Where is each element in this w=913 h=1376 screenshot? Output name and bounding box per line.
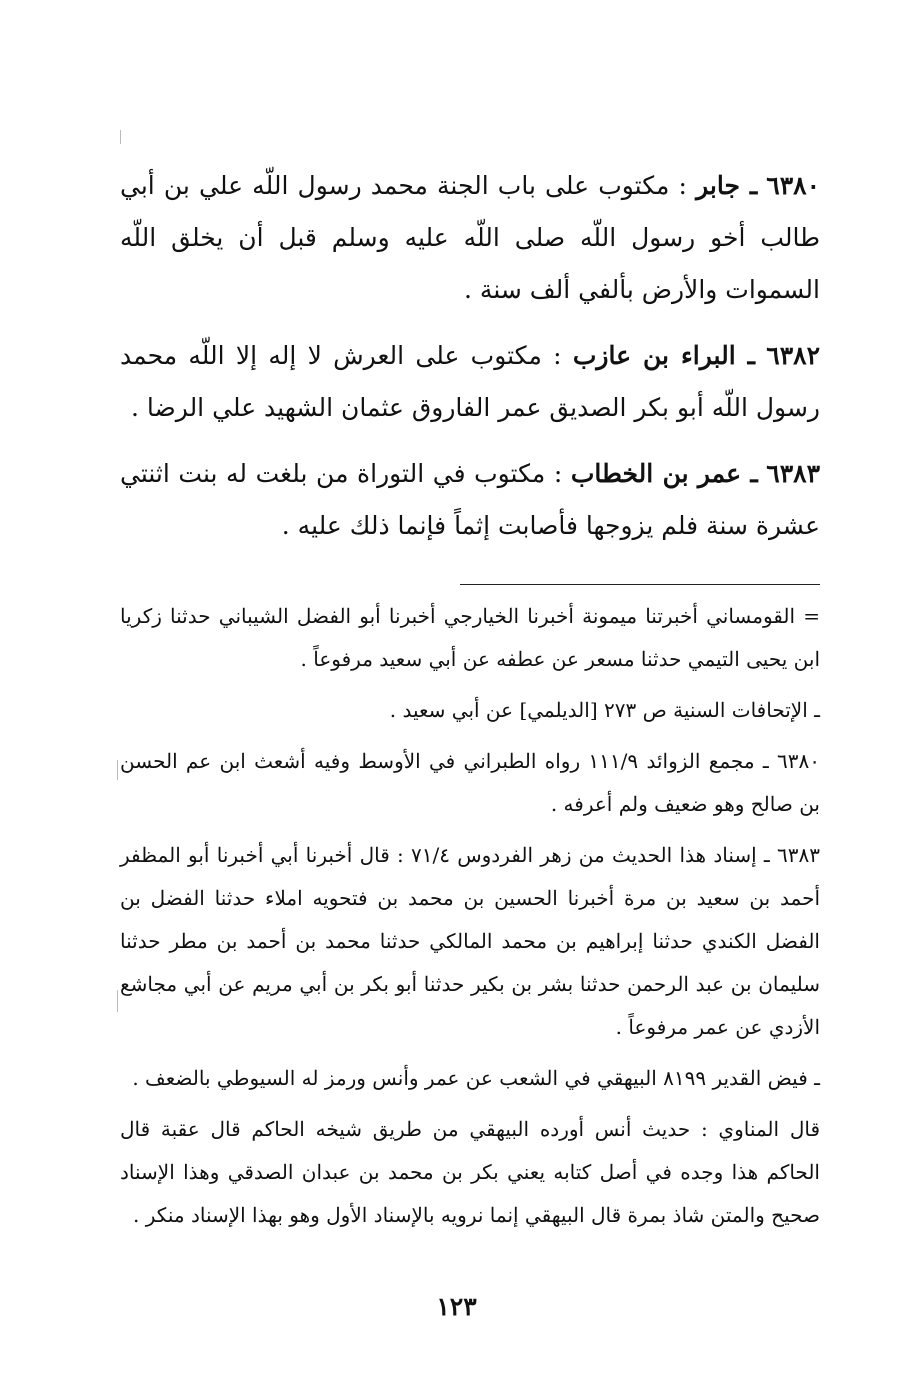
hadith-text: : مكتوب على العرش لا إله إلا اللّه محمد رسول اللّه أبو بكر الصديق عمر الفاروق عثمان الشهيد علي الرضا . [120, 341, 820, 422]
hadith-number: ٦٣٨٠ [766, 171, 820, 200]
margin-mark [120, 130, 121, 144]
footnote: ٦٣٨٣ ـ إسناد هذا الحديث من زهر الفردوس ٧١/٤ : قال أخبرنا أبي أخبرنا أبو المظفر أحمد بن سعيد بن مرة أخبرنا الحسين بن محمد بن فتحويه املاء حدثنا الفضل بن الفضل الكندي حدثنا إبراهيم بن محمد المالكي حدثنا محمد بن أحمد بن مطر حدثنا سليمان بن عبد الرحمن حدثنا بشر بن بكير حدثنا أبو بكر بن أبي مريم عن أبي مجاشع الأزدي عن عمر مرفوعاً . [120, 843, 820, 1039]
footnotes [120, 595, 820, 1237]
margin-mark [117, 760, 118, 780]
narrator-name: جابر [696, 171, 740, 200]
narrator-name: البراء بن عازب [572, 341, 736, 370]
main-text [120, 160, 820, 552]
hadith-number: ٦٣٨٣ [766, 459, 821, 488]
footnote: قال المناوي : حديث أنس أورده البيهقي من طريق شيخه الحاكم قال عقبة قال الحاكم هذا وجده في أصل كتابه يعني بكر بن محمد بن عبدان الصدقي وهذا الإسناد صحيح والمتن شاذ بمرة قال البيهقي إنما نرويه بالإسناد الأول وهو بهذا الإسناد منكر . [120, 1117, 820, 1227]
hadith-text: : مكتوب في التوراة من بلغت له بنت اثنتي عشرة سنة فلم يزوجها فأصابت إثماً فإنما ذلك عليه . [120, 459, 820, 540]
page-number: ١٢٣ [436, 1292, 477, 1321]
narrator-name: عمر بن الخطاب [570, 459, 742, 488]
footnote-separator-wrap [120, 566, 820, 595]
hadith-entry: ٦٣٨٢ ـ البراء بن عازب : مكتوب على العرش لا إله إلا اللّه محمد رسول اللّه أبو بكر الصديق عمر الفاروق عثمان الشهيد علي الرضا . [120, 341, 820, 422]
page-body [120, 160, 820, 1245]
footnote: ـ فيض القدير ٨١٩٩ البيهقي في الشعب عن عمر وأنس ورمز له السيوطي بالضعف . [132, 1066, 820, 1090]
footnote-separator [460, 584, 820, 585]
hadith-entry: ٦٣٨٠ ـ جابر : مكتوب على باب الجنة محمد رسول اللّه علي بن أبي طالب أخو رسول اللّه صلى اللّه عليه وسلم قبل أن يخلق اللّه السموات والأرض بألفي ألف سنة . [120, 171, 820, 304]
footnote: = القومساني أخبرتنا ميمونة أخبرنا الخيارجي أخبرنا أبو الفضل الشيباني حدثنا زكريا ابن يحيى التيمي حدثنا مسعر عن عطفه عن أبي سعيد مرفوعاً . [120, 604, 820, 671]
hadith-entry: ٦٣٨٣ ـ عمر بن الخطاب : مكتوب في التوراة من بلغت له بنت اثنتي عشرة سنة فلم يزوجها فأصابت إثماً فإنما ذلك عليه . [120, 459, 821, 540]
hadith-text: : مكتوب على باب الجنة محمد رسول اللّه علي بن أبي طالب أخو رسول اللّه صلى اللّه عليه وسلم قبل أن يخلق اللّه السموات والأرض بألفي ألف سنة . [120, 171, 820, 304]
hadith-number: ٦٣٨٢ [766, 341, 820, 370]
footnote: ـ الإتحافات السنية ص ٢٧٣ [الديلمي] عن أبي سعيد . [389, 698, 820, 722]
margin-mark [117, 990, 118, 1012]
footnote: ٦٣٨٠ ـ مجمع الزوائد ١١١/٩ رواه الطبراني في الأوسط وفيه أشعث ابن عم الحسن بن صالح وهو ضعيف ولم أعرفه . [120, 749, 820, 816]
